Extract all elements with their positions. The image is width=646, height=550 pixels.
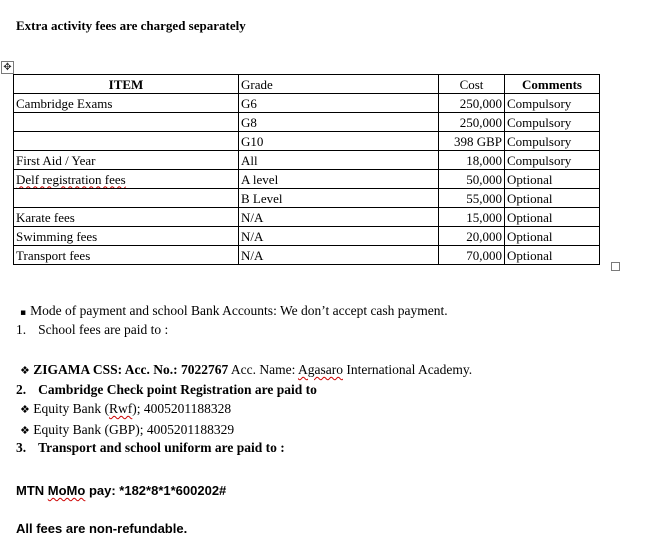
table-row <box>14 189 600 208</box>
equity-rwf-currency: Rwf <box>109 401 133 416</box>
table-row <box>14 132 600 151</box>
cell-cost: 398 GBP <box>439 132 505 151</box>
cell-item <box>14 113 239 132</box>
cell-item <box>14 189 239 208</box>
cell-comments: Optional <box>505 208 600 227</box>
school-fees-text: School fees are paid to : <box>38 322 169 337</box>
equity-gbp-line <box>20 422 234 438</box>
zigama-acc-name-label: Acc. Name: <box>228 362 298 377</box>
cell-grade: N/A <box>239 246 439 265</box>
cambridge-registration-line <box>16 382 317 398</box>
fees-table <box>13 74 600 265</box>
cell-grade: N/A <box>239 208 439 227</box>
transport-uniform-text: Transport and school uniform are paid to : <box>38 440 285 455</box>
table-header-row <box>14 75 600 94</box>
cell-cost: 250,000 <box>439 94 505 113</box>
header-cost: Cost <box>439 75 505 94</box>
cell-grade: G6 <box>239 94 439 113</box>
table-move-handle-icon[interactable]: ✥ <box>1 61 14 74</box>
transport-uniform-line <box>16 440 285 456</box>
non-refundable-note: All fees are non-refundable. <box>16 521 188 536</box>
school-fees-line <box>16 322 168 338</box>
cambridge-registration-text: Cambridge Check point Registration are paid to <box>38 382 317 397</box>
cell-cost: 70,000 <box>439 246 505 265</box>
table-row <box>14 208 600 227</box>
cell-item: Karate fees <box>14 208 239 227</box>
list-number: 2. <box>16 382 27 397</box>
cell-cost: 20,000 <box>439 227 505 246</box>
cell-grade: All <box>239 151 439 170</box>
header-grade: Grade <box>239 75 439 94</box>
table-row <box>14 170 600 189</box>
payment-mode-text: Mode of payment and school Bank Accounts: We don’t accept cash payment. <box>30 303 448 318</box>
equity-rwf-line <box>20 401 231 417</box>
fees-note-heading: Extra activity fees are charged separately <box>16 18 246 33</box>
cell-item-text: Delf registration fees <box>16 171 126 187</box>
cell-item <box>14 132 239 151</box>
cell-comments: Optional <box>505 246 600 265</box>
cell-comments: Optional <box>505 170 600 189</box>
cell-item: First Aid / Year <box>14 151 239 170</box>
cell-grade: G10 <box>239 132 439 151</box>
cell-item: Cambridge Exams <box>14 94 239 113</box>
momo-pre: MTN <box>16 483 48 498</box>
cell-grade: B Level <box>239 189 439 208</box>
cell-item: Transport fees <box>14 246 239 265</box>
diamond-bullet-icon: ❖ <box>20 403 30 416</box>
header-item: ITEM <box>14 75 239 94</box>
cell-grade: G8 <box>239 113 439 132</box>
list-number: 3. <box>16 440 27 455</box>
equity-gbp-text: Equity Bank (GBP); 4005201188329 <box>33 422 235 437</box>
cell-comments: Optional <box>505 189 600 208</box>
square-bullet-icon: ▪ <box>20 308 27 318</box>
header-comments: Comments <box>505 75 600 94</box>
table-row <box>14 151 600 170</box>
cell-comments: Optional <box>505 227 600 246</box>
table-row <box>14 113 600 132</box>
momo-pay-line <box>16 483 226 498</box>
table-resize-handle[interactable] <box>611 262 620 271</box>
cell-comments: Compulsory <box>505 132 600 151</box>
diamond-bullet-icon: ❖ <box>20 364 30 377</box>
diamond-bullet-icon: ❖ <box>20 424 30 437</box>
cell-cost: 18,000 <box>439 151 505 170</box>
table-row <box>14 227 600 246</box>
equity-rwf-pre: Equity Bank ( <box>33 401 109 416</box>
table-row <box>14 94 600 113</box>
cell-comments: Compulsory <box>505 94 600 113</box>
cell-item <box>14 170 239 189</box>
momo-squiggle: MoMo <box>47 483 86 498</box>
cell-comments: Compulsory <box>505 151 600 170</box>
zigama-account-number: ZIGAMA CSS: Acc. No.: 7022767 <box>33 362 229 377</box>
cell-comments: Compulsory <box>505 113 600 132</box>
table-row <box>14 246 600 265</box>
cell-cost: 250,000 <box>439 113 505 132</box>
payment-mode-line <box>20 303 448 319</box>
cell-cost: 55,000 <box>439 189 505 208</box>
cell-grade: A level <box>239 170 439 189</box>
list-number: 1. <box>16 322 27 337</box>
momo-code: pay: *182*8*1*600202# <box>85 483 227 498</box>
zigama-account-line <box>20 362 472 378</box>
cell-item: Swimming fees <box>14 227 239 246</box>
equity-rwf-post: ); 4005201188328 <box>132 401 232 416</box>
cell-grade: N/A <box>239 227 439 246</box>
zigama-acc-name-squiggle: Agasaro <box>297 362 343 377</box>
zigama-acc-name-rest: International Academy. <box>342 362 473 377</box>
cell-cost: 15,000 <box>439 208 505 227</box>
cell-cost: 50,000 <box>439 170 505 189</box>
